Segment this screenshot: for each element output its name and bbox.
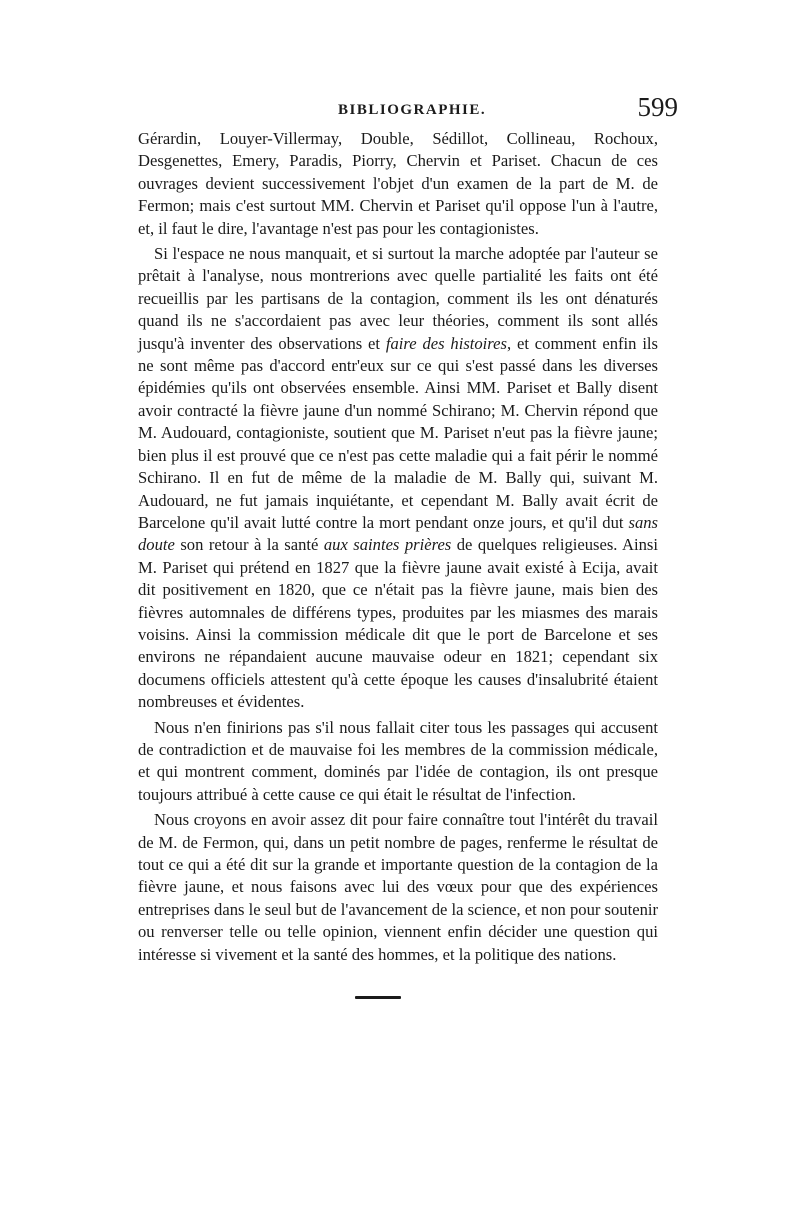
text-run: Gérardin, Louyer-Villermay, Double, Sédillot, Collineau, Rochoux, Desgenettes, Emery, Paradis, Piorry, Chervin et Pariset. Chacun de ces ouvrages devient successivement l'objet d'un examen de la part de M. de Fermon; mais c'est surtout MM. Chervin et Pariset qu'il oppose l'un à l'autre, et, il faut le dire, l'avantage n'est pas pour les contagionistes. bbox=[138, 129, 658, 238]
section-end-rule bbox=[355, 996, 401, 999]
page-number: 599 bbox=[637, 92, 678, 122]
text-run: son retour à la santé bbox=[174, 535, 324, 555]
running-title: BIBLIOGRAPHIE. bbox=[338, 102, 487, 118]
italic-run: sans doute bbox=[138, 512, 658, 555]
text-run: , et comment enfin ils ne sont même pas d'accord entr'eux sur ce qui s'est passé dans les diverses épidémies qu'ils ont observées ensemble. Ainsi MM. Pariset et Bally disent avoir contracté la fièvre jaune d'un nommé Schirano; M. Chervin répond que M. Audouard, contagioniste, soutient que M. Pariset n'eut pas la fièvre jaune; bien plus il est prouvé que ce n'est pas cette maladie qui a fait périr le nommé Schirano. Il en fut de même de la maladie de M. Bally qui, suivant M. Audouard, ne fut jamais inquiétante, et cependant M. Bally avait écrit de Barcelone qu'il avait lutté contre la mort pendant onze jours, et qu'il dut bbox=[138, 333, 658, 532]
body-text bbox=[138, 128, 658, 966]
paragraph bbox=[138, 717, 658, 807]
text-run: Nous n'en finirions pas s'il nous fallait citer tous les passages qui accusent de contradiction et de mauvaise foi les membres de la commission médicale, et qui montrent comment, dominés par l'idée de contagion, ils ont presque toujours attribué à cette cause ce qui était le résultat de l'infection. bbox=[138, 717, 658, 804]
paragraph bbox=[138, 809, 658, 966]
text-run: Nous croyons en avoir assez dit pour faire connaître tout l'intérêt du travail de M. de Fermon, qui, dans un petit nombre de pages, renferme le résultat de tout ce qui a été dit sur la grande et importante question de la contagion de la fièvre jaune, et nous faisons avec lui des vœux pour que des expériences entreprises dans le seul but de l'avancement de la science, et non pour soutenir ou renverser telle ou telle opinion, viennent enfin décider une question qui intéresse si vivement et la santé des hommes, et la politique des nations. bbox=[138, 810, 658, 964]
italic-run: faire des histoires bbox=[385, 333, 507, 353]
italic-run: aux saintes prières bbox=[323, 535, 452, 555]
text-run: Si l'espace ne nous manquait, et si surtout la marche adoptée par l'auteur se prêtait à l'analyse, nous montrerions avec quelle partialité les faits ont été recueillis par les partisans de la contagion, comment ils les ont dénaturés quand ils ne s'accordaient pas avec leur théories, comment ils sont allés jusqu'à inventer des observations et bbox=[138, 244, 658, 353]
paragraph bbox=[138, 243, 658, 714]
paragraph bbox=[138, 128, 658, 240]
text-run: de quelques religieuses. Ainsi M. Pariset qui prétend en 1827 que la fièvre jaune avait existé à Ecija, avait dit positivement en 1820, que ce n'était pas la fièvre jaune, mais bien des fièvres automnales de différens types, produites par les miasmes des marais voisins. Ainsi la commission médicale dit que le port de Barcelone et ses environs ne répandaient aucune mauvaise odeur en 1821; cependant six documens officiels attestent qu'à cette époque les causes d'insalubrité étaient nombreuses et évidentes. bbox=[138, 535, 658, 712]
